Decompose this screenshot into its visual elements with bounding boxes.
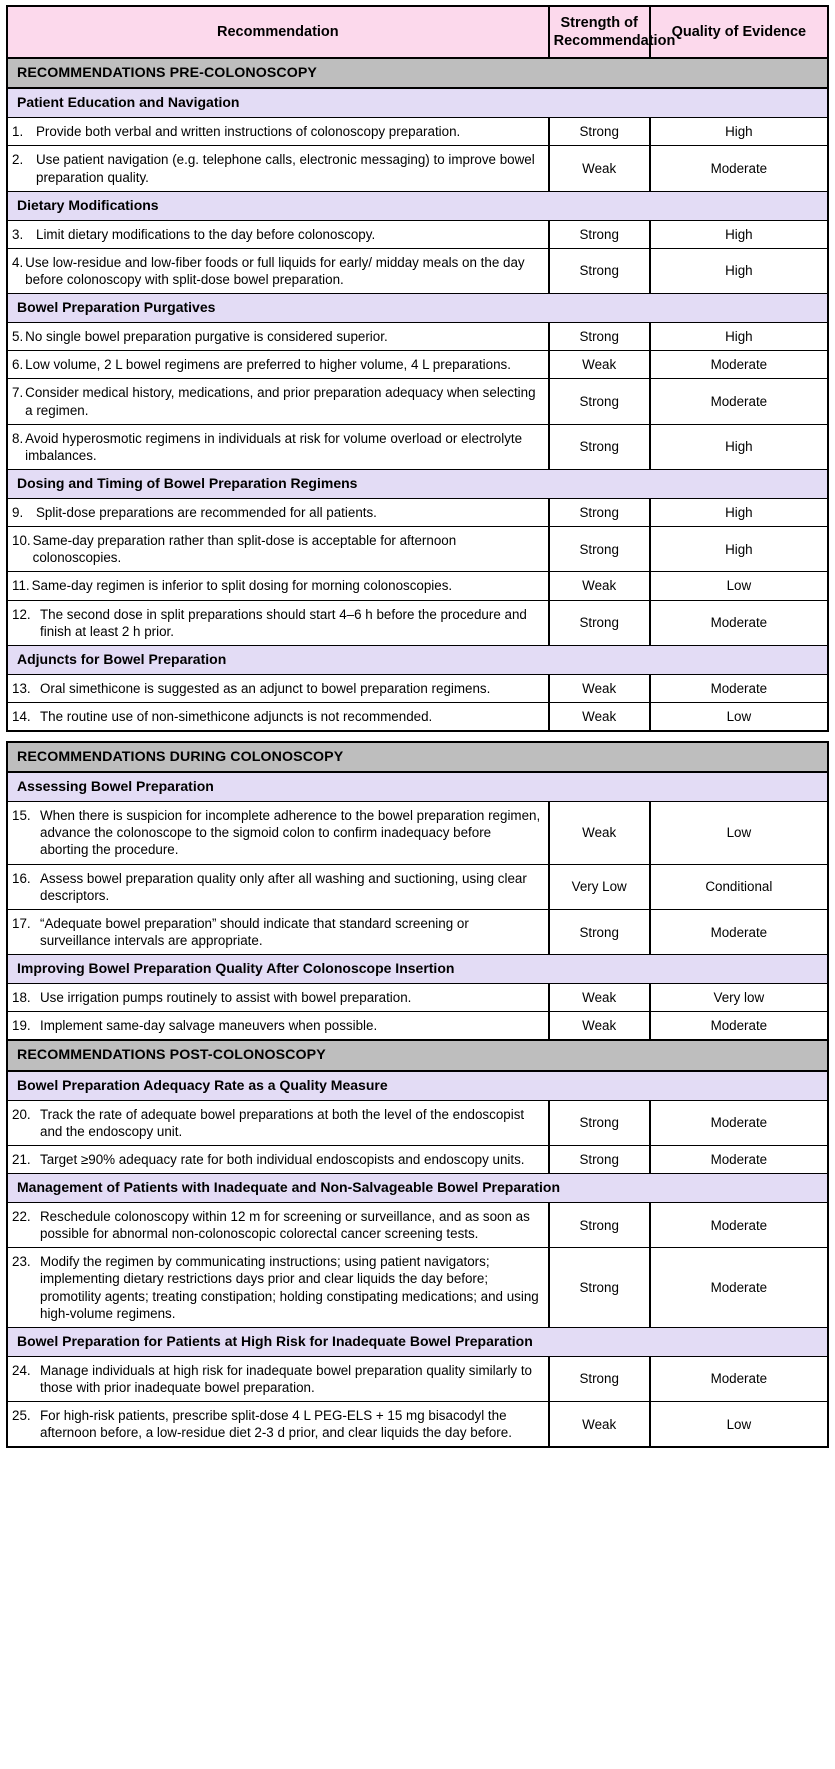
recommendation-cell xyxy=(7,802,549,864)
quality-cell: High xyxy=(650,220,828,248)
strength-cell: Strong xyxy=(549,1202,650,1247)
recommendation-item xyxy=(12,1106,542,1140)
recommendation-number: 24. xyxy=(12,1362,31,1378)
quality-cell: Low xyxy=(650,1402,828,1448)
strength-cell: Weak xyxy=(549,351,650,379)
recommendation-item xyxy=(12,989,542,1006)
recommendation-cell xyxy=(7,1100,549,1145)
recommendation-number: 14. xyxy=(12,708,31,724)
recommendation-text: No single bowel preparation purgative is considered superior. xyxy=(25,329,388,345)
quality-cell: Moderate xyxy=(650,1356,828,1401)
column-header-strength-line1: Strength of xyxy=(560,15,638,31)
subsection-header-high-risk-patients xyxy=(7,1327,828,1356)
table-body xyxy=(7,58,828,1447)
table-row xyxy=(7,984,828,1012)
recommendation-number: 22. xyxy=(12,1208,31,1224)
recommendation-item xyxy=(12,356,542,373)
recommendation-number: 13. xyxy=(12,680,31,696)
quality-cell: Moderate xyxy=(650,674,828,702)
recommendation-text: Same-day regimen is inferior to split dosing for morning colonoscopies. xyxy=(31,578,453,594)
strength-cell: Strong xyxy=(549,248,650,293)
recommendation-number: 5. xyxy=(12,329,24,345)
strength-cell: Strong xyxy=(549,1356,650,1401)
recommendation-number: 3. xyxy=(12,226,24,242)
recommendation-text: Modify the regimen by communicating instructions; using patient navigators; implementing dietary restrictions days prior and clear liquids the day before; promotility agents; treating constipation; holding constipating medications; and using high-volume regimens. xyxy=(40,1254,539,1321)
table-row xyxy=(7,674,828,702)
recommendation-cell xyxy=(7,572,549,600)
recommendation-cell xyxy=(7,1248,549,1328)
recommendation-item xyxy=(12,504,542,521)
quality-cell: Low xyxy=(650,572,828,600)
subsection-header-patient-education-and-navigation xyxy=(7,88,828,117)
quality-cell: Moderate xyxy=(650,1100,828,1145)
subsection-header-adequacy-rate-quality-measure xyxy=(7,1071,828,1100)
table-row xyxy=(7,864,828,909)
recommendation-number: 12. xyxy=(12,606,31,622)
recommendation-text: Assess bowel preparation quality only after all washing and suctioning, using clear descriptors. xyxy=(40,870,527,903)
recommendation-item xyxy=(12,708,542,725)
subsection-header-label: Dietary Modifications xyxy=(7,191,828,220)
recommendation-text: Limit dietary modifications to the day before colonoscopy. xyxy=(36,226,376,242)
recommendation-text: Reschedule colonoscopy within 12 m for screening or surveillance, and as soon as possible for abnormal non-colonoscopic colorectal cancer screening tests. xyxy=(40,1208,530,1242)
table-row xyxy=(7,498,828,526)
recommendation-cell xyxy=(7,424,549,469)
recommendation-item xyxy=(12,807,542,858)
strength-cell: Strong xyxy=(549,323,650,351)
quality-cell: Low xyxy=(650,802,828,864)
recommendation-number: 21. xyxy=(12,1151,31,1167)
table-row xyxy=(7,802,828,864)
table-row xyxy=(7,1012,828,1041)
recommendation-cell xyxy=(7,1402,549,1448)
recommendation-item xyxy=(12,532,542,566)
recommendation-number: 10. xyxy=(12,533,31,549)
strength-cell: Strong xyxy=(549,527,650,572)
header-row xyxy=(7,6,828,58)
recommendation-cell xyxy=(7,674,549,702)
section-gap-cell xyxy=(7,731,828,742)
section-gap xyxy=(7,731,828,742)
recommendation-number: 6. xyxy=(12,357,24,373)
recommendation-item xyxy=(12,577,542,594)
subsection-header-label: Bowel Preparation for Patients at High Risk for Inadequate Bowel Preparation xyxy=(7,1327,828,1356)
table-row xyxy=(7,220,828,248)
recommendation-cell xyxy=(7,527,549,572)
subsection-header-label: Bowel Preparation Adequacy Rate as a Quality Measure xyxy=(7,1071,828,1100)
recommendation-cell xyxy=(7,323,549,351)
subsection-header-label: Dosing and Timing of Bowel Preparation Regimens xyxy=(7,470,828,499)
subsection-header-bowel-preparation-purgatives xyxy=(7,294,828,323)
quality-cell: Moderate xyxy=(650,600,828,645)
recommendation-cell xyxy=(7,248,549,293)
recommendations-table xyxy=(6,5,829,1448)
recommendation-cell xyxy=(7,1145,549,1173)
recommendation-cell xyxy=(7,351,549,379)
column-header-recommendation: Recommendation xyxy=(7,6,549,58)
recommendation-cell xyxy=(7,702,549,731)
recommendation-item xyxy=(12,1017,542,1034)
quality-cell: Very low xyxy=(650,984,828,1012)
strength-cell: Weak xyxy=(549,802,650,864)
recommendation-number: 11. xyxy=(12,578,30,594)
table-row xyxy=(7,1202,828,1247)
column-header-quality: Quality of Evidence xyxy=(650,6,828,58)
recommendation-number: 25. xyxy=(12,1408,31,1424)
recommendation-item xyxy=(12,123,542,140)
strength-cell: Strong xyxy=(549,118,650,146)
recommendation-text: Track the rate of adequate bowel preparations at both the level of the endoscopist and the endoscopy unit. xyxy=(40,1106,525,1139)
subsection-header-improving-quality-after-insertion xyxy=(7,955,828,984)
quality-cell: High xyxy=(650,498,828,526)
recommendation-number: 7. xyxy=(12,385,24,401)
quality-cell: High xyxy=(650,323,828,351)
recommendation-text: “Adequate bowel preparation” should indicate that standard screening or surveillance intervals are appropriate. xyxy=(40,915,469,949)
recommendation-number: 18. xyxy=(12,990,31,1006)
recommendation-text: Manage individuals at high risk for inadequate bowel preparation quality similarly to those with prior inadequate bowel preparation. xyxy=(40,1362,533,1395)
recommendation-cell xyxy=(7,984,549,1012)
recommendation-number: 8. xyxy=(12,430,24,446)
section-header-label: RECOMMENDATIONS DURING COLONOSCOPY xyxy=(7,742,828,772)
recommendation-text: Same-day preparation rather than split-dose is acceptable for afternoon colonoscopies. xyxy=(32,533,457,566)
strength-cell: Strong xyxy=(549,1248,650,1328)
quality-cell: Moderate xyxy=(650,351,828,379)
subsection-header-label: Patient Education and Navigation xyxy=(7,88,828,117)
strength-cell: Strong xyxy=(549,1145,650,1173)
recommendation-text: For high-risk patients, prescribe split-dose 4 L PEG-ELS + 15 mg bisacodyl the afternoon before, a low-residue diet 2-3 d prior, and clear liquids the day before. xyxy=(40,1408,512,1441)
strength-cell: Weak xyxy=(549,984,650,1012)
table-row xyxy=(7,909,828,954)
recommendation-item xyxy=(12,1362,542,1396)
table-row xyxy=(7,1100,828,1145)
recommendation-text: The routine use of non-simethicone adjuncts is not recommended. xyxy=(40,708,433,724)
recommendation-number: 4. xyxy=(12,254,24,270)
recommendation-item xyxy=(12,254,542,288)
strength-cell: Strong xyxy=(549,220,650,248)
table-row xyxy=(7,424,828,469)
subsection-header-label: Improving Bowel Preparation Quality After Colonoscope Insertion xyxy=(7,955,828,984)
table-row xyxy=(7,600,828,645)
recommendation-item xyxy=(12,384,542,418)
table-row xyxy=(7,379,828,424)
strength-cell: Weak xyxy=(549,1402,650,1448)
recommendation-text: Use irrigation pumps routinely to assist with bowel preparation. xyxy=(40,990,412,1006)
subsection-header-label: Bowel Preparation Purgatives xyxy=(7,294,828,323)
recommendation-number: 15. xyxy=(12,808,31,824)
recommendation-number: 9. xyxy=(12,504,24,520)
recommendation-number: 2. xyxy=(12,152,24,168)
table-row xyxy=(7,351,828,379)
quality-cell: Moderate xyxy=(650,1145,828,1173)
strength-cell: Weak xyxy=(549,572,650,600)
recommendation-text: Implement same-day salvage maneuvers when possible. xyxy=(40,1018,378,1034)
table-header xyxy=(7,6,828,58)
recommendation-text: When there is suspicion for incomplete adherence to the bowel preparation regimen, advance the colonoscope to the sigmoid colon to confirm inadequacy before aborting the procedure. xyxy=(40,808,541,858)
table-row xyxy=(7,1248,828,1328)
recommendation-cell xyxy=(7,864,549,909)
strength-cell: Strong xyxy=(549,600,650,645)
recommendation-cell xyxy=(7,909,549,954)
quality-cell: Moderate xyxy=(650,379,828,424)
subsection-header-label: Adjuncts for Bowel Preparation xyxy=(7,645,828,674)
table-row xyxy=(7,1356,828,1401)
quality-cell: Moderate xyxy=(650,1248,828,1328)
recommendation-text: Provide both verbal and written instructions of colonoscopy preparation. xyxy=(36,124,461,140)
subsection-header-label: Management of Patients with Inadequate and Non-Salvageable Bowel Preparation xyxy=(7,1174,828,1203)
strength-cell: Strong xyxy=(549,379,650,424)
table-row xyxy=(7,118,828,146)
quality-cell: Low xyxy=(650,702,828,731)
quality-cell: Moderate xyxy=(650,1012,828,1041)
strength-cell: Weak xyxy=(549,1012,650,1041)
strength-cell: Strong xyxy=(549,424,650,469)
recommendation-number: 1. xyxy=(12,124,24,140)
section-header-post-colonoscopy xyxy=(7,1040,828,1070)
section-header-pre-colonoscopy xyxy=(7,58,828,88)
recommendation-number: 19. xyxy=(12,1018,31,1034)
recommendation-cell xyxy=(7,1012,549,1041)
recommendation-cell xyxy=(7,1356,549,1401)
quality-cell: Moderate xyxy=(650,909,828,954)
subsection-header-dosing-and-timing xyxy=(7,470,828,499)
recommendation-cell xyxy=(7,146,549,191)
strength-cell: Weak xyxy=(549,674,650,702)
strength-cell: Very Low xyxy=(549,864,650,909)
table-row xyxy=(7,323,828,351)
subsection-header-assessing-bowel-preparation xyxy=(7,772,828,801)
recommendation-cell xyxy=(7,118,549,146)
recommendation-number: 16. xyxy=(12,870,31,886)
quality-cell: High xyxy=(650,527,828,572)
section-header-during-colonoscopy xyxy=(7,742,828,772)
recommendation-item xyxy=(12,226,542,243)
recommendation-cell xyxy=(7,498,549,526)
subsection-header-label: Assessing Bowel Preparation xyxy=(7,772,828,801)
recommendation-item xyxy=(12,1151,542,1168)
recommendation-text: Low volume, 2 L bowel regimens are preferred to higher volume, 4 L preparations. xyxy=(25,357,511,373)
recommendation-number: 20. xyxy=(12,1106,31,1122)
recommendation-text: Consider medical history, medications, and prior preparation adequacy when selecting a regimen. xyxy=(25,385,536,418)
recommendation-number: 17. xyxy=(12,915,31,931)
strength-cell: Strong xyxy=(549,909,650,954)
recommendation-item xyxy=(12,328,542,345)
section-header-label: RECOMMENDATIONS POST-COLONOSCOPY xyxy=(7,1040,828,1070)
recommendation-item xyxy=(12,1208,542,1242)
recommendation-text: The second dose in split preparations should start 4–6 h before the procedure and finish at least 2 h prior. xyxy=(40,606,527,639)
quality-cell: Moderate xyxy=(650,1202,828,1247)
recommendation-number: 23. xyxy=(12,1254,31,1270)
recommendation-cell xyxy=(7,220,549,248)
recommendation-item xyxy=(12,870,542,904)
recommendation-item xyxy=(12,1407,542,1441)
recommendation-cell xyxy=(7,1202,549,1247)
recommendation-text: Use patient navigation (e.g. telephone calls, electronic messaging) to improve bowel preparation quality. xyxy=(36,152,535,185)
quality-cell: High xyxy=(650,118,828,146)
recommendation-item xyxy=(12,915,542,949)
recommendation-text: Avoid hyperosmotic regimens in individuals at risk for volume overload or electrolyte imbalances. xyxy=(25,430,523,463)
quality-cell: High xyxy=(650,248,828,293)
recommendation-text: Oral simethicone is suggested as an adjunct to bowel preparation regimens. xyxy=(40,680,491,696)
recommendation-cell xyxy=(7,600,549,645)
table-row xyxy=(7,572,828,600)
quality-cell: Conditional xyxy=(650,864,828,909)
recommendation-item xyxy=(12,1253,542,1322)
subsection-header-dietary-modifications xyxy=(7,191,828,220)
recommendation-text: Split-dose preparations are recommended for all patients. xyxy=(36,504,377,520)
recommendation-item xyxy=(12,151,542,185)
subsection-header-management-inadequate-non-salvageable xyxy=(7,1174,828,1203)
recommendation-item xyxy=(12,680,542,697)
table-row xyxy=(7,1402,828,1448)
strength-cell: Weak xyxy=(549,146,650,191)
strength-cell: Weak xyxy=(549,702,650,731)
section-header-label: RECOMMENDATIONS PRE-COLONOSCOPY xyxy=(7,58,828,88)
quality-cell: Moderate xyxy=(650,146,828,191)
table-row xyxy=(7,527,828,572)
table-row xyxy=(7,248,828,293)
table-row xyxy=(7,1145,828,1173)
recommendation-item xyxy=(12,606,542,640)
table-row xyxy=(7,146,828,191)
recommendation-text: Target ≥90% adequacy rate for both individual endoscopists and endoscopy units. xyxy=(40,1151,525,1167)
recommendation-text: Use low-residue and low-fiber foods or full liquids for early/ midday meals on the day before colonoscopy with split-dose bowel preparation. xyxy=(25,254,525,288)
column-header-strength-line2: Recommendation xyxy=(553,33,676,50)
table-row xyxy=(7,702,828,731)
recommendation-cell xyxy=(7,379,549,424)
recommendation-item xyxy=(12,430,542,464)
strength-cell: Strong xyxy=(549,1100,650,1145)
strength-cell: Strong xyxy=(549,498,650,526)
quality-cell: High xyxy=(650,424,828,469)
column-header-strength xyxy=(549,6,676,58)
subsection-header-adjuncts-for-bowel-preparation xyxy=(7,645,828,674)
